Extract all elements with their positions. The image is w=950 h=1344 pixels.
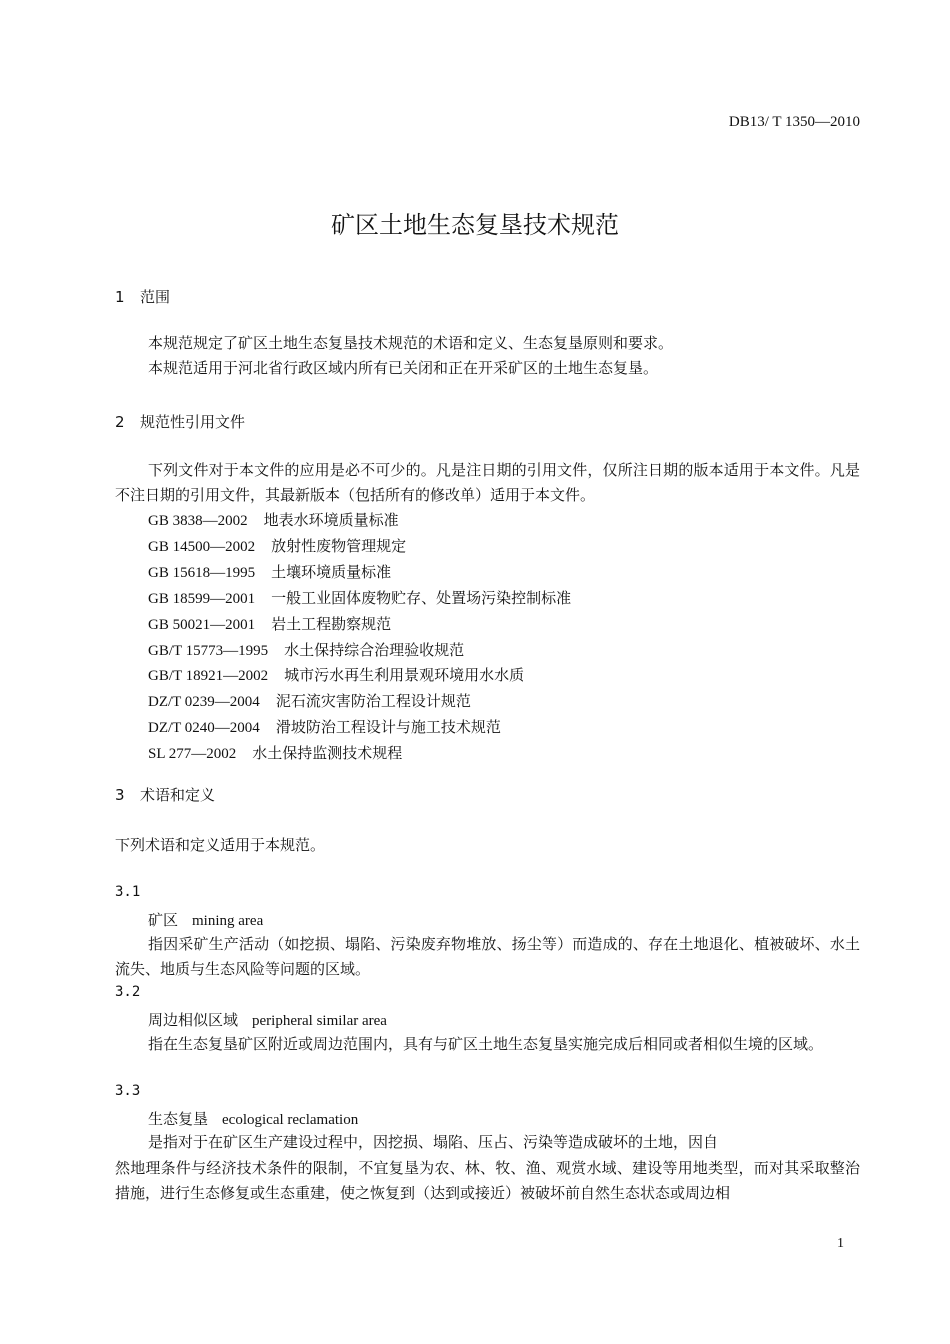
reference-name: 放射性废物管理规定	[271, 536, 407, 555]
section-1-heading	[115, 286, 170, 307]
reference-item	[148, 586, 571, 612]
reference-code: DZ/T 0239—2004	[148, 694, 260, 711]
section-title: 术语和定义	[140, 786, 216, 804]
reference-item	[148, 741, 571, 767]
term-zh: 生态复垦	[148, 1110, 209, 1128]
reference-item	[148, 508, 571, 534]
reference-item	[148, 689, 571, 715]
reference-name: 城市污水再生利用景观环境用水水质	[284, 666, 525, 685]
reference-code: GB 14500—2002	[148, 538, 256, 555]
reference-code: GB/T 18921—2002	[148, 668, 269, 685]
term-definition-continuation: 然地理条件与经济技术条件的限制，不宜复垦为农、林、牧、渔、观赏水域、建设等用地类型，而对其采取整治措施，进行生态修复或生态重建，使之恢复到（达到或接近）被破坏前自然生态状态或周边相	[115, 1159, 860, 1202]
section-2-intro: 下列文件对于本文件的应用是必不可少的。凡是注日期的引用文件，仅所注日期的版本适用于本文件。凡是不注日期的引用文件，其最新版本（包括所有的修改单）适用于本文件。	[115, 461, 860, 504]
reference-name: 水土保持监测技术规程	[252, 744, 403, 763]
term-zh: 矿区	[148, 911, 179, 929]
reference-item	[148, 663, 571, 689]
paragraph: 本规范适用于河北省行政区域内所有已关闭和正在开采矿区的土地生态复垦。	[148, 359, 659, 377]
reference-list	[148, 508, 571, 767]
reference-name: 滑坡防治工程设计与施工技术规范	[275, 718, 501, 737]
reference-item	[148, 612, 571, 638]
section-title: 范围	[140, 288, 171, 306]
reference-code: GB 50021—2001	[148, 616, 256, 633]
section-2-heading	[115, 411, 245, 432]
term-title	[148, 1108, 358, 1129]
section-title: 规范性引用文件	[140, 413, 246, 431]
section-3-heading	[115, 784, 215, 805]
section-number: 1	[115, 288, 125, 306]
term-definition: 指因采矿生产活动（如挖损、塌陷、污染废弃物堆放、扬尘等）而造成的、存在土地退化、植被破坏、水土流失、地质与生态风险等问题的区域。	[115, 935, 860, 978]
reference-item	[148, 560, 571, 586]
term-en: mining area	[192, 913, 264, 929]
reference-code: GB/T 15773—1995	[148, 642, 269, 659]
reference-item	[148, 715, 571, 741]
term-number: 3.2	[115, 984, 141, 1000]
document-number: DB13/ T 1350—2010	[728, 114, 860, 130]
section-1-body	[148, 331, 673, 381]
term-definition: 指在生态复垦矿区附近或周边范围内，具有与矿区土地生态复垦实施完成后相同或者相似生境的区域。	[148, 1035, 824, 1053]
term-title	[148, 909, 263, 930]
term-number: 3.3	[115, 1083, 141, 1099]
term-number: 3.1	[115, 884, 141, 900]
term-definition-first-line: 是指对于在矿区生产建设过程中，因挖损、塌陷、压占、污染等造成破坏的土地，因自	[148, 1133, 719, 1151]
section-number: 2	[115, 413, 125, 431]
paragraph: 本规范规定了矿区土地生态复垦技术规范的术语和定义、生态复垦原则和要求。	[148, 334, 674, 352]
reference-code: DZ/T 0240—2004	[148, 720, 260, 737]
reference-name: 地表水环境质量标准	[263, 511, 399, 529]
term-title	[148, 1009, 387, 1030]
reference-name: 一般工业固体废物贮存、处置场污染控制标准	[271, 588, 572, 607]
page-title: 矿区土地生态复垦技术规范	[331, 211, 619, 239]
term-en: ecological reclamation	[222, 1112, 359, 1128]
reference-code: GB 18599—2001	[148, 590, 256, 607]
reference-name: 泥石流灾害防治工程设计规范	[275, 692, 471, 711]
reference-code: SL 277—2002	[148, 746, 237, 763]
reference-name: 水土保持综合治理验收规范	[284, 640, 465, 659]
reference-item	[148, 638, 571, 664]
page-number: 1	[837, 1236, 844, 1251]
section-3-intro: 下列术语和定义适用于本规范。	[115, 836, 326, 854]
reference-name: 岩土工程勘察规范	[271, 614, 392, 633]
reference-item	[148, 534, 571, 560]
term-en: peripheral similar area	[252, 1013, 387, 1029]
reference-code: GB 3838—2002	[148, 513, 248, 529]
section-number: 3	[115, 786, 125, 804]
reference-code: GB 15618—1995	[148, 564, 256, 581]
term-zh: 周边相似区域	[148, 1011, 239, 1029]
reference-name: 土壤环境质量标准	[271, 562, 392, 581]
